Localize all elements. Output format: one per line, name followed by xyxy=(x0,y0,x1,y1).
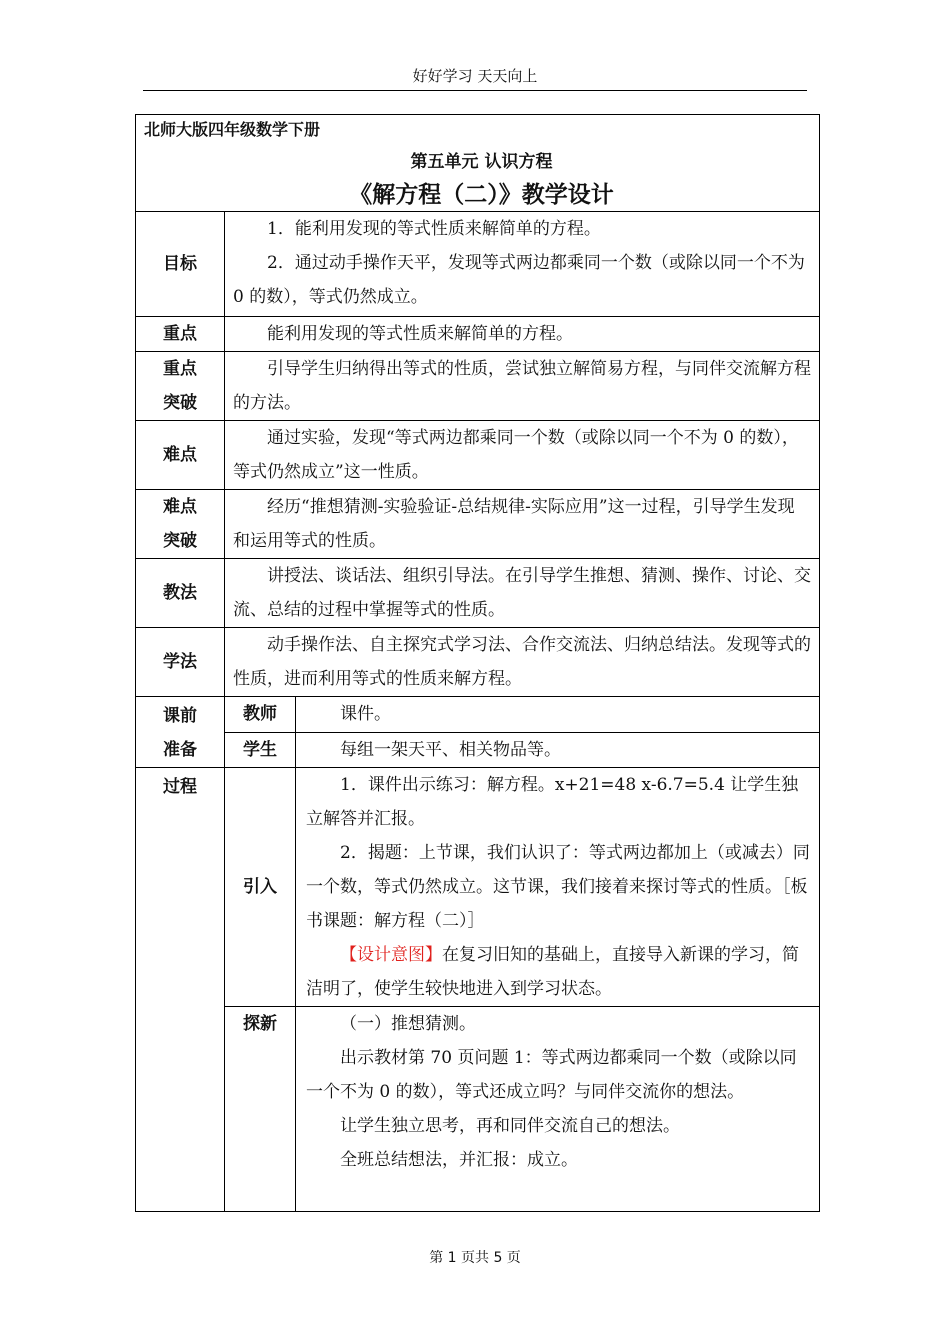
row-teach-method xyxy=(136,559,820,628)
title-row xyxy=(136,115,820,212)
intro-design xyxy=(306,938,811,1006)
lesson-plan-table xyxy=(135,114,820,1212)
label-teach-method: 教法 xyxy=(136,559,225,628)
goals-text-2: 2．通过动手操作天平，发现等式两边都乘同一个数（或除以同一个不为 0 的数），等式仍然成立。 xyxy=(233,253,805,307)
label-prep-2: 准备 xyxy=(163,740,197,760)
row-learn-method xyxy=(136,628,820,697)
row-process-explore xyxy=(136,1007,820,1212)
label-key-break-1: 重点 xyxy=(163,359,197,379)
doc-series: 北师大版四年级数学下册 xyxy=(144,120,321,139)
label-prep-teacher: 教师 xyxy=(225,697,296,733)
label-intro: 引入 xyxy=(225,768,296,1007)
row-goals xyxy=(136,212,820,317)
label-process: 过程 xyxy=(136,768,225,1212)
label-explore: 探新 xyxy=(225,1007,296,1212)
explore-text-4: 全班总结想法，并汇报：成立。 xyxy=(340,1150,578,1170)
doc-title: 《解方程（二）》教学设计 xyxy=(349,182,614,208)
prep-student-text: 每组一架天平、相关物品等。 xyxy=(340,739,561,760)
row-process-intro xyxy=(136,768,820,1007)
row-difficult-break xyxy=(136,490,820,559)
label-prep-1: 课前 xyxy=(163,706,197,726)
intro-text-2: 2．揭题：上节课，我们认识了：等式两边都加上（或减去）同一个数，等式仍然成立。这节课，我们接着来探讨等式的性质。［板书课题：解方程（二）］ xyxy=(306,843,810,931)
prep-teacher-text: 课件。 xyxy=(340,704,391,724)
explore-text-3: 让学生独立思考，再和同伴交流自己的想法。 xyxy=(340,1116,680,1136)
label-prep-student: 学生 xyxy=(225,732,296,768)
row-prep-teacher xyxy=(136,697,820,733)
row-key xyxy=(136,317,820,352)
label-key-break-2: 突破 xyxy=(163,393,197,413)
explore-text-1: （一）推想猜测。 xyxy=(340,1014,476,1034)
intro-text-1: 1．课件出示练习：解方程。x+21=48 x-6.7=5.4 让学生独立解答并汇报。 xyxy=(306,775,799,829)
row-difficult xyxy=(136,421,820,490)
page-footer: 第 1 页共 5 页 xyxy=(429,1250,521,1266)
teach-method-text: 讲授法、谈话法、组织引导法。在引导学生推想、猜测、操作、讨论、交流、总结的过程中掌握等式的性质。 xyxy=(233,566,811,620)
design-intent-text: 在复习旧知的基础上，直接导入新课的学习，简洁明了，使学生较快地进入到学习状态。 xyxy=(306,945,799,999)
difficult-text: 通过实验，发现“等式两边都乘同一个数（或除以同一个不为 0 的数），等式仍然成立”这一性质。 xyxy=(233,428,799,482)
label-key: 重点 xyxy=(136,317,225,352)
label-difficult: 难点 xyxy=(136,421,225,490)
label-goals: 目标 xyxy=(136,212,225,317)
design-intent-tag: 【设计意图】 xyxy=(340,945,442,965)
label-difficult-break-2: 突破 xyxy=(163,531,197,551)
difficult-break-text: 经历“推想猜测-实验验证-总结规律-实际应用”这一过程，引导学生发现和运用等式的性质。 xyxy=(233,497,795,551)
key-break-text: 引导学生归纳得出等式的性质，尝试独立解简易方程，与同伴交流解方程的方法。 xyxy=(233,359,811,413)
label-difficult-break-1: 难点 xyxy=(163,497,197,517)
goals-text-1: 1．能利用发现的等式性质来解简单的方程。 xyxy=(267,219,601,239)
doc-unit: 第五单元 认识方程 xyxy=(410,152,553,172)
explore-text-2: 出示教材第 70 页问题 1：等式两边都乘同一个数（或除以同一个不为 0 的数），等式还成立吗？与同伴交流你的想法。 xyxy=(306,1048,797,1102)
row-prep-student xyxy=(136,732,820,768)
key-text: 能利用发现的等式性质来解简单的方程。 xyxy=(267,324,573,344)
row-key-break xyxy=(136,352,820,421)
label-learn-method: 学法 xyxy=(136,628,225,697)
learn-method-text: 动手操作法、自主探究式学习法、合作交流法、归纳总结法。发现等式的性质，进而利用等式的性质来解方程。 xyxy=(233,635,811,689)
page-header: 好好学习 天天向上 xyxy=(143,62,807,91)
